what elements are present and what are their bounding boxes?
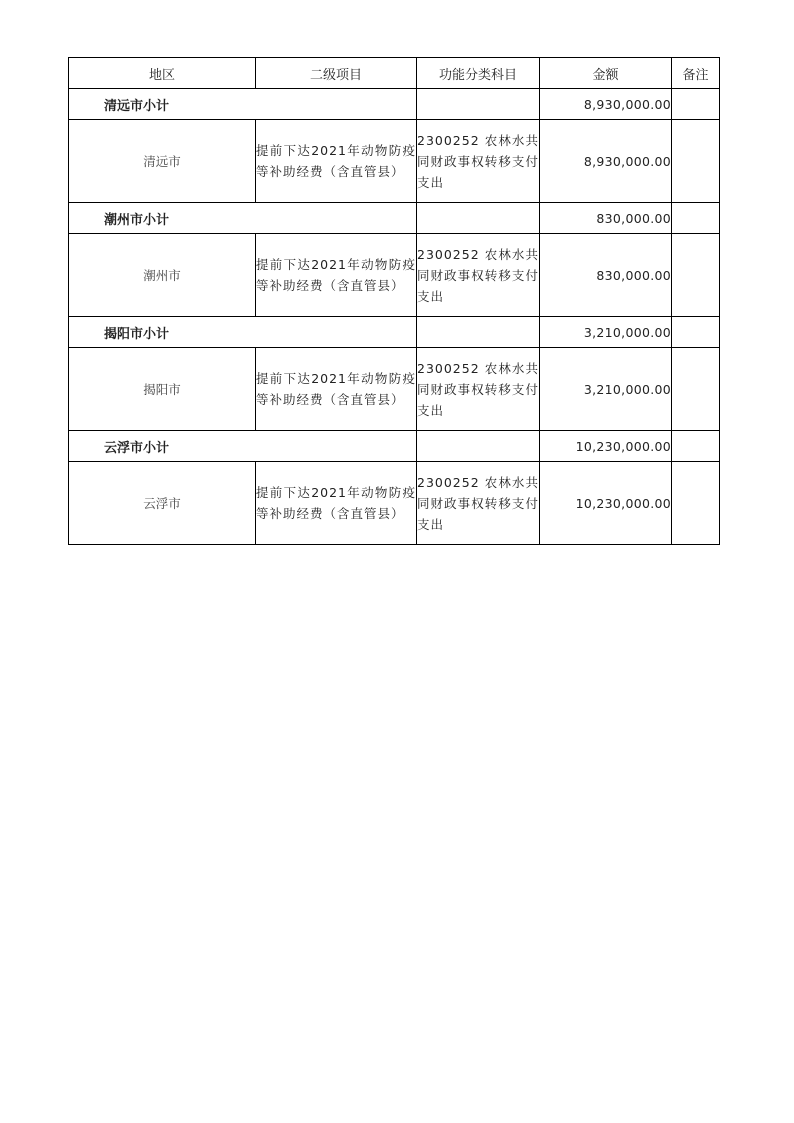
subtotal-row [69,89,720,120]
amount-cell: 10,230,000.00 [540,462,672,545]
subtotal-amount: 8,930,000.00 [540,89,672,120]
detail-row [69,234,720,317]
subtotal-note-cell [672,317,720,348]
amount-cell: 8,930,000.00 [540,120,672,203]
subtotal-category-cell [417,89,540,120]
category-cell: 2300252 农林水共同财政事权转移支付支出 [417,234,540,317]
subtotal-label: 潮州市小计 [69,203,417,234]
subtotal-amount: 830,000.00 [540,203,672,234]
detail-row [69,462,720,545]
amount-cell: 3,210,000.00 [540,348,672,431]
subtotal-note-cell [672,431,720,462]
detail-row [69,348,720,431]
header-region: 地区 [69,58,256,89]
subtotal-amount: 10,230,000.00 [540,431,672,462]
subtotal-label: 揭阳市小计 [69,317,417,348]
category-cell: 2300252 农林水共同财政事权转移支付支出 [417,348,540,431]
subtotal-label: 云浮市小计 [69,431,417,462]
region-cell: 清远市 [69,120,256,203]
region-cell: 云浮市 [69,462,256,545]
note-cell [672,234,720,317]
subtotal-label: 清远市小计 [69,89,417,120]
detail-row [69,120,720,203]
header-category: 功能分类科目 [417,58,540,89]
header-row [69,58,720,89]
subtotal-note-cell [672,89,720,120]
amount-cell: 830,000.00 [540,234,672,317]
subtotal-row [69,431,720,462]
project-cell: 提前下达2021年动物防疫等补助经费（含直管县） [256,462,417,545]
category-cell: 2300252 农林水共同财政事权转移支付支出 [417,120,540,203]
subtotal-note-cell [672,203,720,234]
note-cell [672,348,720,431]
header-project: 二级项目 [256,58,417,89]
header-amount: 金额 [540,58,672,89]
category-cell: 2300252 农林水共同财政事权转移支付支出 [417,462,540,545]
note-cell [672,462,720,545]
header-note: 备注 [672,58,720,89]
allocation-table [68,57,720,545]
subtotal-category-cell [417,203,540,234]
region-cell: 潮州市 [69,234,256,317]
subtotal-category-cell [417,431,540,462]
subtotal-amount: 3,210,000.00 [540,317,672,348]
project-cell: 提前下达2021年动物防疫等补助经费（含直管县） [256,234,417,317]
subtotal-category-cell [417,317,540,348]
project-cell: 提前下达2021年动物防疫等补助经费（含直管县） [256,348,417,431]
project-cell: 提前下达2021年动物防疫等补助经费（含直管县） [256,120,417,203]
region-cell: 揭阳市 [69,348,256,431]
subtotal-row [69,317,720,348]
note-cell [672,120,720,203]
subtotal-row [69,203,720,234]
